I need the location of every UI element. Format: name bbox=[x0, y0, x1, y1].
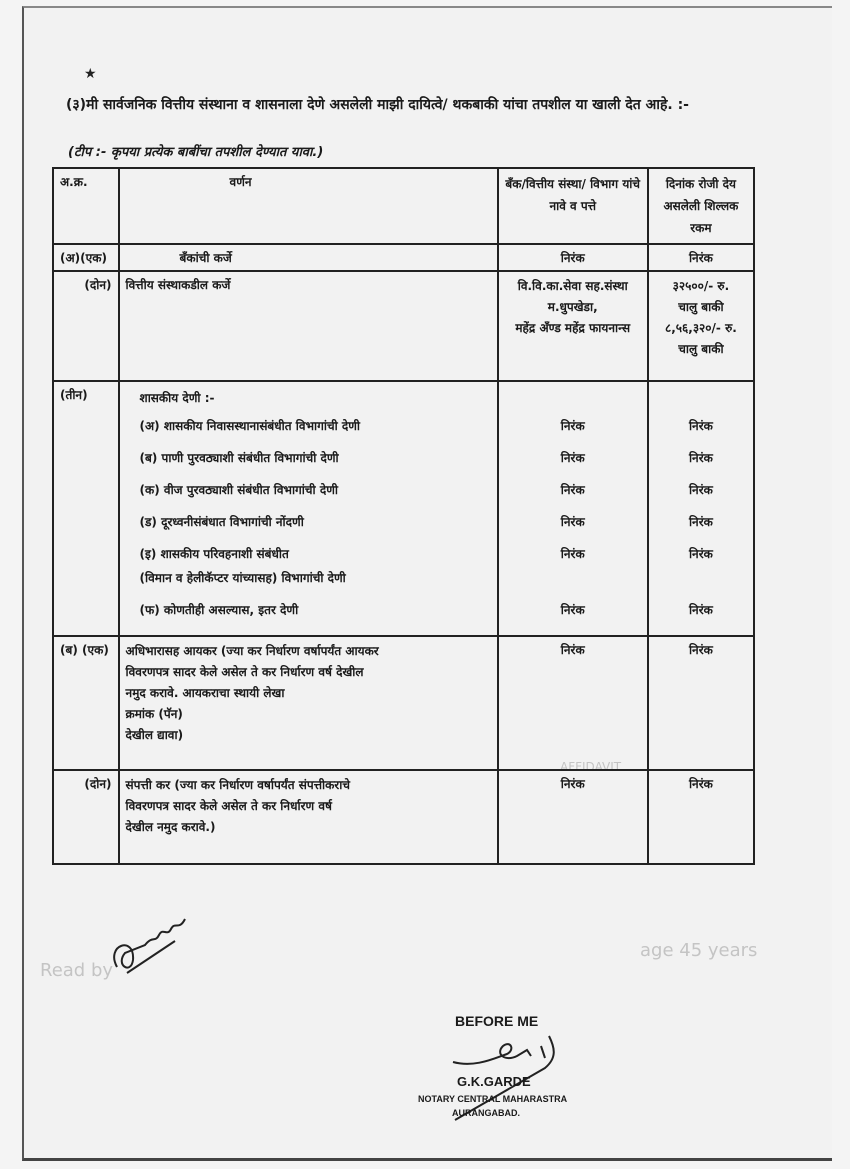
table-row bbox=[53, 271, 754, 381]
row-serial: (तीन) bbox=[53, 381, 119, 636]
table-row bbox=[53, 636, 754, 770]
section-note: (टीप :- कृपया प्रत्येक बाबींचा तपशील देण्यात यावा.) bbox=[68, 145, 324, 160]
deponent-signature bbox=[105, 905, 195, 985]
subitem-institution: निरंक bbox=[560, 483, 585, 497]
subitem-label-cont: (विमान व हेलीकॅप्टर यांच्यासह) विभागांची देणी bbox=[139, 571, 346, 585]
subitem-institution: निरंक bbox=[560, 547, 585, 561]
subitem-amount: निरंक bbox=[688, 547, 713, 561]
row-institution bbox=[498, 381, 648, 636]
notary-name: G.K.GARDE bbox=[457, 1074, 531, 1089]
row-description bbox=[119, 636, 498, 770]
description-line: क्रमांक (पॅन) bbox=[125, 707, 183, 721]
subitem-institution: निरंक bbox=[560, 451, 585, 465]
row-description bbox=[119, 770, 498, 864]
description-line: नमुद करावे. आयकराचा स्थायी लेखा bbox=[125, 686, 285, 700]
amount-line: चालु बाकी bbox=[678, 300, 724, 314]
header-institution: बँक/वित्तीय संस्था/ विभाग यांचे नावे व पत्ते bbox=[498, 168, 648, 244]
row-serial: (अ)(एक) bbox=[53, 244, 119, 271]
row-institution: निरंक bbox=[498, 636, 648, 770]
row-serial: (दोन) bbox=[53, 271, 119, 381]
row-amount: निरंक bbox=[648, 770, 754, 864]
header-amount: दिनांक रोजी देय असलेली शिल्लक रकम bbox=[648, 168, 754, 244]
subitem-label: (ड) दूरध्वनीसंबंधात विभागांची नोंदणी bbox=[139, 515, 304, 529]
row-description: वित्तीय संस्थाकडील कर्जे bbox=[119, 271, 498, 381]
subitem-label: (ब) पाणी पुरवठ्याशी संबंधीत विभागांची देणी bbox=[139, 451, 339, 465]
liabilities-table bbox=[52, 167, 755, 865]
row-description bbox=[119, 381, 498, 636]
before-me-label: BEFORE ME bbox=[455, 1013, 539, 1029]
amount-line: ८,५६,३२०/- रु. bbox=[664, 321, 737, 335]
table-row bbox=[53, 244, 754, 271]
subitem-label: (इ) शासकीय परिवहनाशी संबंधीत bbox=[139, 547, 289, 561]
subitem-amount: निरंक bbox=[688, 419, 713, 433]
subitem-institution: निरंक bbox=[560, 603, 585, 617]
subitem-label: (क) वीज पुरवठ्याशी संबंधीत विभागांची देणी bbox=[139, 483, 338, 497]
row-amount: निरंक bbox=[648, 636, 754, 770]
row-serial: (ब) (एक) bbox=[53, 636, 119, 770]
notary-city: AURANGABAD. bbox=[452, 1108, 520, 1118]
amount-line: ३२५००/- रु. bbox=[672, 279, 730, 293]
star-mark-icon: ★ bbox=[84, 66, 97, 82]
subitem-label: (फ) कोणतीही असल्यास, इतर देणी bbox=[139, 603, 299, 617]
subitem-institution: निरंक bbox=[560, 419, 585, 433]
subitem-amount: निरंक bbox=[688, 451, 713, 465]
notary-title: NOTARY CENTRAL MAHARASTRA bbox=[418, 1094, 568, 1104]
description-line: विवरणपत्र सादर केले असेल ते कर निर्धारण वर्ष bbox=[125, 799, 332, 813]
description-line: संपत्ती कर (ज्या कर निर्धारण वर्षापर्यंत संपत्तीकराचे bbox=[125, 778, 350, 792]
amount-line: चालु बाकी bbox=[678, 342, 724, 356]
subitem-institution: निरंक bbox=[560, 515, 585, 529]
table-row bbox=[53, 381, 754, 636]
table-row bbox=[53, 770, 754, 864]
header-description: वर्णन bbox=[119, 168, 498, 244]
bleed-through-text: age 45 years bbox=[640, 940, 758, 961]
description-line: देखील द्यावा) bbox=[125, 728, 184, 742]
table-header-row bbox=[53, 168, 754, 244]
description-line: विवरणपत्र सादर केले असेल ते कर निर्धारण वर्ष देखील bbox=[125, 665, 364, 679]
row-description: बँकांची कर्जे bbox=[119, 244, 498, 271]
row-institution: निरंक bbox=[498, 244, 648, 271]
institution-line: महेंद्र अँण्ड महेंद्र फायनान्स bbox=[515, 321, 631, 335]
header-serial: अ.क्र. bbox=[53, 168, 119, 244]
row-amount bbox=[648, 271, 754, 381]
subitem-amount: निरंक bbox=[688, 483, 713, 497]
subitem-amount: निरंक bbox=[688, 515, 713, 529]
subitem-amount: निरंक bbox=[688, 603, 713, 617]
row-serial: (दोन) bbox=[53, 770, 119, 864]
section-heading: (३)मी सार्वजनिक वित्तीय संस्थाना व शासनाला देणे असलेली माझी दायित्वे/ थकबाकी यांचा तपशील या खाली देत आहे. :- bbox=[66, 97, 689, 113]
description-line: देखील नमुद करावे.) bbox=[125, 820, 216, 834]
subitem-label: (अ) शासकीय निवासस्थानासंबंधीत विभागांची देणी bbox=[139, 419, 361, 433]
institution-line: वि.वि.का.सेवा सह.संस्था bbox=[517, 279, 628, 293]
row-institution bbox=[498, 271, 648, 381]
institution-line: म.धुपखेडा, bbox=[547, 300, 598, 314]
row-amount bbox=[648, 381, 754, 636]
row-institution: निरंक bbox=[498, 770, 648, 864]
description-line: अधिभारासह आयकर (ज्या कर निर्धारण वर्षापर्यंत आयकर bbox=[125, 644, 379, 658]
bleed-through-text: Read by bbox=[40, 960, 114, 981]
govt-dues-title: शासकीय देणी :- bbox=[139, 391, 215, 405]
row-amount: निरंक bbox=[648, 244, 754, 271]
bleed-through-text: AFFIDAVIT bbox=[560, 760, 622, 774]
